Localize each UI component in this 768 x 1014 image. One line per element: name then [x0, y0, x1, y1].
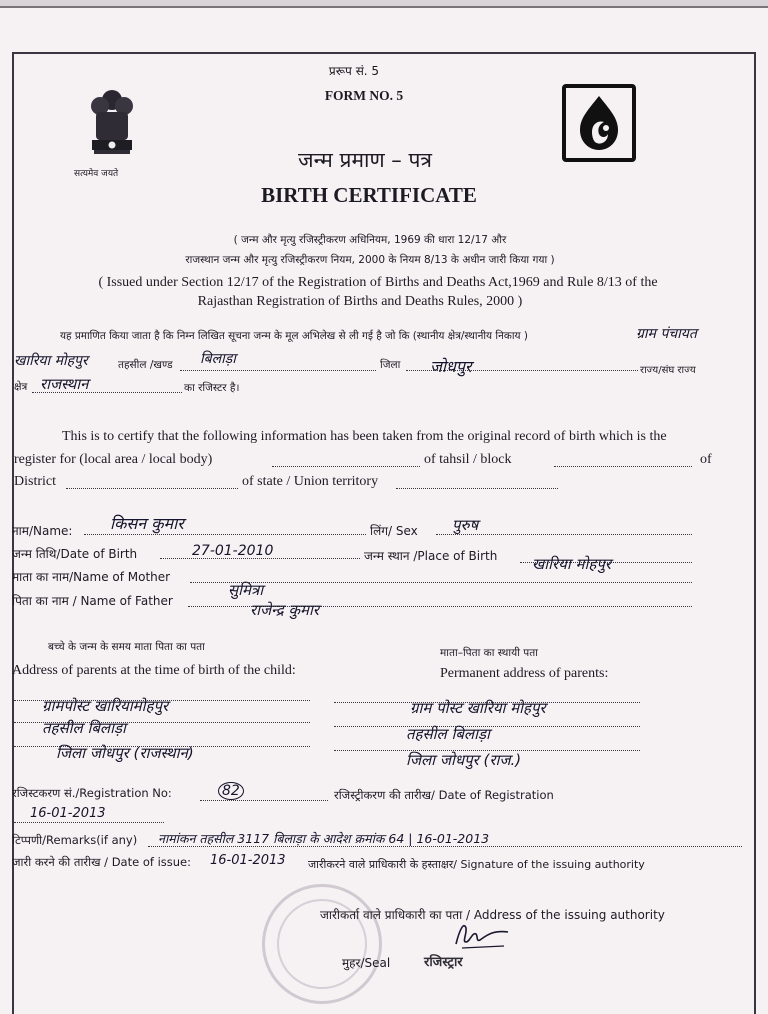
state-label: राज्य/संघ राज्य	[640, 365, 696, 376]
birth-address-value1: ग्रामपोस्ट खारियामोहपुर	[42, 697, 169, 715]
local-body-line	[272, 466, 420, 467]
name-value: किसन कुमार	[110, 514, 184, 533]
father-label: पिता का नाम / Name of Father	[12, 594, 173, 608]
english-state-line	[396, 488, 558, 489]
english-certify-line1: This is to certify that the following information has been taken from the original record of birth which is the	[62, 429, 667, 444]
pob-value: खारिया मोहपुर	[532, 555, 612, 573]
district-label: जिला	[380, 359, 401, 371]
page-top-edge	[0, 0, 768, 8]
title-hindi: जन्म प्रमाण – पत्र	[298, 148, 432, 172]
page-title: BIRTH CERTIFICATE	[261, 183, 477, 207]
mother-line	[190, 582, 692, 583]
local-area-value: ग्राम पंचायत	[636, 326, 697, 342]
form-number-hindi: प्ररूप सं. 5	[328, 64, 380, 78]
mother-value: सुमित्रा	[228, 581, 264, 599]
issuing-authority-address-label: जारीकर्ता वाले प्राधिकारी का पता / Address of the issuing authority	[320, 908, 665, 922]
permanent-address-label: Permanent address of parents:	[440, 666, 609, 681]
english-district-line	[66, 488, 238, 489]
sex-value: पुरुष	[452, 516, 479, 534]
father-value: राजेन्द्र कुमार	[250, 601, 320, 619]
registration-date-value: 16-01-2013	[30, 806, 106, 821]
perm-address-value3: जिला जोधपुर (राज.)	[406, 751, 522, 769]
national-emblem-icon	[84, 86, 140, 172]
registration-number-label: रजिस्टकरण सं./Registration No:	[12, 786, 172, 800]
issue-date-label: जारी करने की तारीख / Date of issue:	[12, 855, 191, 869]
birth-address-hindi: बच्चे के जन्म के समय माता पिता का पता	[48, 641, 205, 653]
registration-date-line	[14, 822, 164, 823]
register-label: का रजिस्टर है।	[184, 382, 240, 394]
english-of-label: of	[700, 452, 712, 467]
local-area-continued: खारिया मोहपुर	[14, 353, 88, 369]
english-state-label: of state / Union territory	[242, 474, 379, 489]
birth-address-label: Address of parents at the time of birth of the child:	[12, 663, 296, 678]
permanent-address-hindi: माता–पिता का स्थायी पता	[440, 647, 538, 659]
perm-address-value2: तहसील बिलाड़ा	[406, 725, 490, 743]
block-line	[554, 466, 692, 467]
act-english-line2: Rajasthan Registration of Births and Deaths Rules, 2000 )	[197, 294, 523, 309]
act-hindi-line2: राजस्थान जन्म और मृत्यु रजिस्ट्रीकरण नियम, 2000 के नियम 8/13 के अधीन जारी किया गया )	[185, 254, 555, 266]
registration-logo-icon	[566, 88, 632, 158]
mother-label: माता का नाम/Name of Mother	[12, 570, 171, 584]
state-value: राजस्थान	[40, 375, 89, 393]
seal-label: मुहर/Seal	[342, 956, 391, 970]
act-english-line1: ( Issued under Section 12/17 of the Registration of Births and Deaths Act,1969 and Rule 8/13 of the	[98, 275, 658, 290]
issue-date-value: 16-01-2013	[210, 853, 286, 868]
sex-label: लिंग/ Sex	[370, 524, 418, 538]
birth-address-value3: जिला जोधपुर (राजस्थान)	[56, 744, 194, 762]
english-tahsil-label: of tahsil / block	[424, 452, 512, 467]
name-line	[84, 534, 366, 535]
registration-number-line	[200, 800, 328, 801]
english-certify-line2: register for (local area / local body)	[14, 452, 213, 467]
registration-date-label: रजिस्ट्रीकरण की तारीख/ Date of Registration	[334, 788, 554, 802]
dob-label: जन्म तिथि/Date of Birth	[12, 547, 138, 561]
district-value: जोधपुर	[430, 357, 472, 376]
remarks-value: नामांकन तहसील 3117 बिलाड़ा के आदेश क्रमांक 64 | 16-01-2013	[158, 831, 490, 846]
registration-number-value: 82	[218, 782, 244, 800]
tehsil-label: तहसील /खण्ड	[118, 359, 173, 371]
registration-logo	[562, 84, 636, 162]
perm-address-value1: ग्राम पोस्ट खारिया मोहपुर	[410, 699, 546, 717]
kshetra-label: क्षेत्र	[14, 381, 28, 393]
hindi-certify-line1: यह प्रमाणित किया जाता है कि निम्न लिखित सूचना जन्म के मूल अभिलेख से ली गई है जो कि (स्थानीय क्षेत्र/स्थानीय निकाय )	[60, 330, 528, 342]
pob-label: जन्म स्थान /Place of Birth	[364, 549, 498, 563]
registrar-stamp-text: रजिस्ट्रार	[424, 955, 463, 970]
dob-value: 27-01-2010	[192, 543, 274, 559]
birth-address-value2: तहसील बिलाड़ा	[42, 719, 126, 737]
signature-label: जारीकरने वाले प्राधिकारी के हस्ताक्षर/ Signature of the issuing authority	[308, 858, 645, 871]
tehsil-value: बिलाड़ा	[200, 351, 236, 367]
english-district-label: District	[14, 474, 56, 489]
name-label: नाम/Name:	[12, 524, 73, 538]
act-hindi-line1: ( जन्म और मृत्यु रजिस्ट्रीकरण अधिनियम, 1969 की धारा 12/17 और	[233, 234, 507, 246]
emblem-caption: सत्यमेव जयते	[74, 169, 119, 179]
official-seal	[262, 884, 382, 1004]
tehsil-line	[180, 370, 376, 371]
form-number: FORM NO. 5	[324, 88, 404, 103]
registrar-stamp	[420, 948, 486, 992]
remarks-label: टिप्पणी/Remarks(if any)	[12, 833, 138, 847]
